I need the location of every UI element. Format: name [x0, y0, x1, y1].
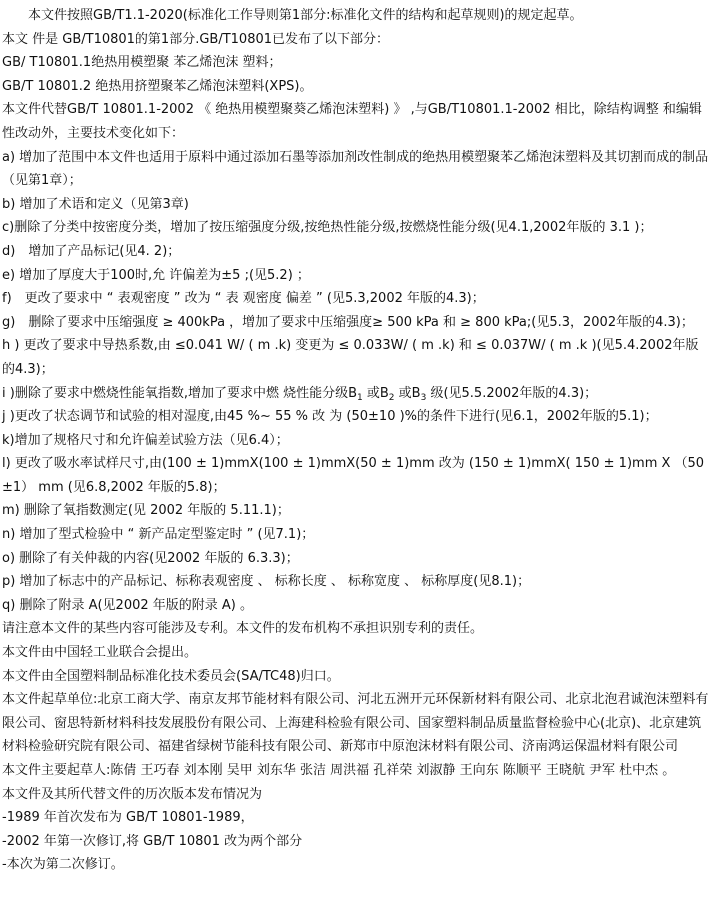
change-item-h: h ) 更改了要求中导热系数,由 ≤0.041 W/ ( m .k) 变更为 ≤ 0.033W/ ( m .k) 和 ≤ 0.037W/ ( m .k )(见5.4.2002年版的4.3)；	[2, 338, 699, 377]
item-i-subscript-2: 2	[388, 392, 395, 403]
change-item-c: c)删除了分类中按密度分类，增加了按压缩强度分级,按绝热性能分级,按燃烧性能分级(见4.1,2002年版的 3.1 )；	[2, 220, 653, 236]
main-drafters: 本文件主要起草人:陈倩 王巧春 刘本刚 吴甲 刘东华 张洁 周洪福 孔祥荣 刘淑静 王向东 陈顺平 王晓航 尹军 杜中杰 。	[2, 763, 676, 778]
item-i-text-mid-2: 或B	[394, 385, 421, 401]
proposer-statement: 本文件由中国轻工业联合会提出。	[2, 645, 198, 661]
change-item-o: o) 删除了有关仲裁的内容(见2002 年版的 6.3.3)；	[2, 550, 299, 566]
drafting-basis-statement: 本文件按照GB/T1.1-2020(标准化工作导则第1部分:标准化文件的结构和起草规则)的规定起草。	[28, 8, 583, 23]
part-2-title: GB/T 10801.2 绝热用挤塑聚苯乙烯泡沫塑料(XPS)。	[2, 78, 313, 94]
patent-notice: 请注意本文件的某些内容可能涉及专利。本文件的发布机构不承担识别专利的责任。	[2, 621, 484, 637]
change-item-k: k)增加了规格尺寸和允许偏差试验方法（见6.4）；	[2, 432, 289, 448]
drafting-units: 本文件起草单位:北京工商大学、南京友邦节能材料有限公司、河北五洲开元环保新材料有限公司、北京北泡君诚泡沫塑料有限公司、窗思特新材料科技发展股份有限公司、上海建科检验有限公司、国家塑料制品质量监督检验中心(北京)、北京建筑材料检验研究院有限公司、福建省绿树节能科技有限公司、新郑市中原泡沫材料有限公司、济南鸿运保温材料有限公司	[2, 692, 709, 755]
change-item-q: q) 删除了附录 A(见2002 年版的附录 A) 。	[2, 597, 253, 613]
history-item-2002: -2002 年第一次修订,将 GB/T 10801 改为两个部分	[2, 833, 303, 849]
item-i-text-mid-1: 或B	[362, 385, 389, 401]
part-1-title: GB/ T10801.1绝热用模塑聚 苯乙烯泡沫 塑料；	[2, 55, 282, 71]
item-i-text-before: i )删除了要求中燃烧性能氧指数,增加了要求中燃 烧性能分级B	[2, 385, 357, 401]
change-item-l: l) 更改了吸水率试样尺寸,由(100 ± 1)mmX(100 ± 1)mmX(50 ± 1)mm 改为 (150 ± 1)mmX( 150 ± 1)mm X （50±1） mm (见6.8,2002 年版的5.8)；	[2, 456, 705, 495]
change-item-j: j )更改了状态调节和试验的相对湿度,由45 %~ 55 % 改 为 (50±10 )%的条件下进行(见6.1，2002年版的5.1)；	[2, 409, 658, 425]
change-item-e: e) 增加了厚度大于100时,允 许偏差为±5 ;(见5.2) ；	[2, 267, 310, 283]
history-item-1989: -1989 年首次发布为 GB/T 10801-1989，	[2, 810, 254, 826]
item-i-subscript-3: 3	[420, 392, 427, 403]
change-item-b: b) 增加了术语和定义（见第3章)	[2, 196, 189, 212]
item-i-text-after: 级(见5.5.2002年版的4.3)；	[426, 385, 598, 401]
change-item-d: d) 增加了产品标记(见4. 2)；	[2, 243, 181, 259]
change-item-f: f) 更改了要求中 “ 表观密度 ” 改为 “ 表 观密度 偏差 ” (见5.3,2002 年版的4.3)；	[2, 291, 485, 307]
change-item-g: g) 删除了要求中压缩强度 ≥ 400kPa ，增加了要求中压缩强度≥ 500 kPa 和 ≥ 800 kPa;(见5.3，2002年版的4.3)；	[2, 314, 694, 330]
item-i-subscript-1: 1	[357, 392, 363, 403]
change-item-a: a) 增加了范围中本文件也适用于原料中通过添加石墨等添加剂改性制成的绝热用模塑聚苯乙烯泡沫塑料及其切割而成的制品（见第1章）；	[2, 149, 709, 189]
replacement-statement: 本文件代替GB/T 10801.1-2002 《 绝热用模塑聚葵乙烯泡沫塑料) 》 ,与GB/T10801.1-2002 相比，除结构调整 和编辑性改动外，主要技术变化如下：	[2, 102, 702, 141]
part-statement: 本文 件是 GB/T10801的第1部分.GB/T10801已发布了以下部分：	[2, 31, 390, 47]
history-item-current: -本次为第二次修订。	[2, 857, 124, 873]
change-item-m: m) 删除了氧指数测定(见 2002 年版的 5.11.1)；	[2, 503, 290, 519]
change-item-p: p) 增加了标志中的产品标记、标称表观密度 、 标称长度 、 标称宽度 、 标称厚度(见8.1)；	[2, 574, 531, 590]
history-heading: 本文件及其所代替文件的历次版本发布情况为	[2, 786, 263, 802]
change-item-n: n) 增加了型式检验中 “ 新产品定型鉴定时 ” (见7.1)；	[2, 527, 315, 543]
change-item-i	[2, 382, 711, 406]
committee-statement: 本文件由全国塑料制品标准化技术委员会(SA/TC48)归口。	[2, 668, 340, 684]
